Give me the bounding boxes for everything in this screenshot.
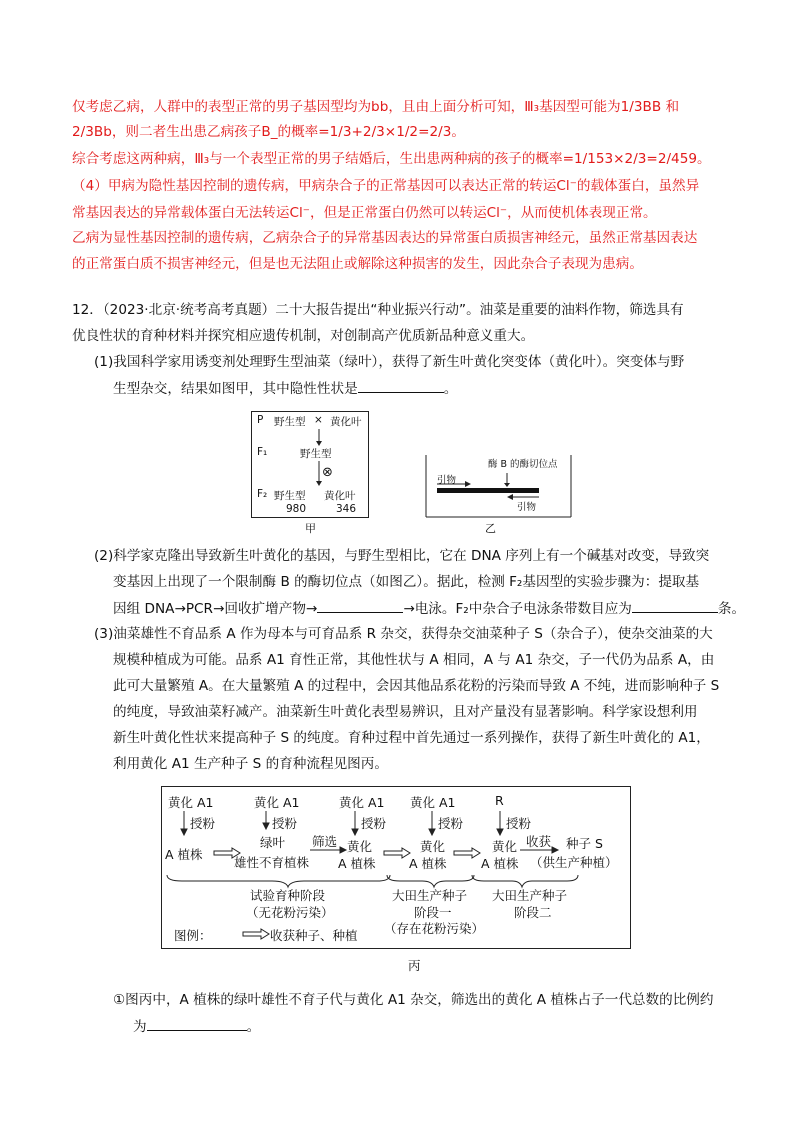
answer-line-6: 乙病为显性基因控制的遗传病，乙病杂合子的异常基因表达的异常蛋白质损害神经元，虽然正常基因表达 xyxy=(72,230,698,246)
f1-wild: 野生型 xyxy=(300,448,332,460)
bing-legend-text: 收获种子、种植 xyxy=(270,928,358,943)
bing-pollinate-2: 授粉 xyxy=(272,816,298,831)
bing-yellow-a-3: 黄化 xyxy=(492,839,518,854)
figure-jia xyxy=(251,411,369,518)
bing-pollinate-4: 授粉 xyxy=(438,816,464,831)
count-wild: 980 xyxy=(286,503,307,515)
part1-line-2-text: 生型杂交，结果如图甲，其中隐性性状是 xyxy=(113,381,358,397)
yi-primer-left: 引物 xyxy=(437,475,457,486)
bing-stage1-title: 试验育种阶段 xyxy=(250,888,326,903)
answer-line-4: （4）甲病为隐性基因控制的遗传病，甲病杂合子的正常基因可以表达正常的转运Cl⁻的载体蛋白，虽然异 xyxy=(72,178,700,194)
bing-top-1: 黄化 A1 xyxy=(168,795,214,810)
subq1-line-2-end: 。 xyxy=(246,1019,261,1035)
yi-primer-right: 引物 xyxy=(517,502,537,513)
part1-line-2 xyxy=(113,378,457,399)
bing-stage3-title: 大田生产种子 xyxy=(492,888,568,903)
f1-label: F₁ xyxy=(257,446,268,458)
bing-screen: 筛选 xyxy=(312,834,338,849)
part2-line-3 xyxy=(113,598,745,619)
bing-seed-s: 种子 S xyxy=(566,836,603,851)
count-yellow: 346 xyxy=(336,503,357,515)
bing-legend-label: 图例： xyxy=(174,928,212,943)
caption-yi: 乙 xyxy=(485,522,496,535)
bing-a-plant-2: A 植株 xyxy=(338,856,376,871)
answer-line-2: 2/3Bb，则二者生出患乙病孩子B_的概率=1/3+2/3×1/2=2/3。 xyxy=(72,124,465,140)
question-intro-1: 12．（2023·北京·统考高考真题）二十大报告提出“种业振兴行动”。油菜是重要的油料作物，筛选具有 xyxy=(72,302,684,318)
answer-blank-4[interactable] xyxy=(147,1016,247,1031)
answer-blank-1[interactable] xyxy=(358,378,444,393)
part2-line-1: (2)科学家克隆出导致新生叶黄化的基因，与野生型相比，它在 DNA 序列上有一个碱基对改变，导致突 xyxy=(94,548,710,564)
bing-pollinate-3: 授粉 xyxy=(361,816,387,831)
subq1-line-2-text: 为 xyxy=(133,1019,147,1035)
p-wild: 野生型 xyxy=(274,416,306,428)
cross-symbol: × xyxy=(314,414,323,426)
answer-blank-2[interactable] xyxy=(317,598,403,613)
part3-line-1: (3)油菜雄性不育品系 A 作为母本与可育品系 R 杂交，获得杂交油菜种子 S（杂合子），使杂交油菜的大 xyxy=(94,626,713,642)
answer-line-5: 常基因表达的异常载体蛋白无法转运Cl⁻，但是正常蛋白仍然可以转运Cl⁻，从而使机体表现正常。 xyxy=(72,205,657,221)
bing-seed-use: （供生产种植） xyxy=(530,855,618,870)
part2-line-3-a: 因组 DNA→PCR→回收扩增产物→ xyxy=(113,601,318,617)
bing-top-5: R xyxy=(495,793,504,808)
bing-male-sterile: 雄性不育植株 xyxy=(234,855,310,870)
answer-blank-3[interactable] xyxy=(632,598,718,613)
bing-harvest: 收获 xyxy=(526,834,552,849)
bing-stage3-sub: 阶段二 xyxy=(514,905,552,920)
part2-line-3-b: →电泳。F₂中杂合子电泳条带数目应为 xyxy=(403,601,632,617)
part2-line-2: 变基因上出现了一个限制酶 B 的酶切位点（如图乙）。据此，检测 F₂基因型的实验步骤为：提取基 xyxy=(113,574,700,590)
bing-stage2-note: （存在花粉污染） xyxy=(384,921,485,936)
bing-top-3: 黄化 A1 xyxy=(339,795,385,810)
bing-yellow-a-2: 黄化 xyxy=(420,839,446,854)
f2-yellow: 黄化叶 xyxy=(324,490,356,502)
part1-line-1: (1)我国科学家用诱变剂处理野生型油菜（绿叶），获得了新生叶黄化突变体（黄化叶）。突变体与野 xyxy=(94,354,685,370)
p-yellow: 黄化叶 xyxy=(330,416,362,428)
f2-wild: 野生型 xyxy=(274,490,306,502)
caption-bing: 丙 xyxy=(408,958,421,973)
answer-line-3: 综合考虑这两种病，Ⅲ₃与一个表型正常的男子结婚后，生出患两种病的孩子的概率=1/153×2/3=2/459。 xyxy=(72,151,711,167)
bing-yellow-a: 黄化 xyxy=(347,839,373,854)
answer-line-7: 的正常蛋白质不损害神经元，但是也无法阻止或解除这种损害的发生，因此杂合子表现为患病。 xyxy=(72,256,643,272)
part3-line-5: 新生叶黄化性状来提高种子 S 的纯度。育种过程中首先通过一系列操作，获得了新生叶黄化的 A1， xyxy=(113,730,710,746)
answer-line-1: 仅考虑乙病，人群中的表型正常的男子基因型均为bb，且由上面分析可知，Ⅲ₃基因型可能为1/3BB 和 xyxy=(72,99,680,115)
bing-stage2-sub: 阶段一 xyxy=(414,905,452,920)
caption-jia: 甲 xyxy=(305,522,316,535)
bing-pollinate-5: 授粉 xyxy=(506,816,532,831)
p-label: P xyxy=(257,414,264,426)
part2-line-3-c: 条。 xyxy=(717,601,746,617)
bing-stage2-title: 大田生产种子 xyxy=(392,888,468,903)
figure-bing xyxy=(161,786,631,949)
self-cross-symbol: ⊗ xyxy=(322,465,333,480)
yi-site-label: 酶 B 的酶切位点 xyxy=(488,459,558,470)
part3-line-2: 规模种植成为可能。品系 A1 育性正常，其他性状与 A 相同，A 与 A1 杂交，子一代仍为品系 A，由 xyxy=(113,652,715,668)
bing-a-plant-4: A 植株 xyxy=(481,856,519,871)
part3-line-3: 此可大量繁殖 A。在大量繁殖 A 的过程中，会因其他品系花粉的污染而导致 A 不纯，进而影响种子 S xyxy=(113,678,720,694)
subq1-line-1: ①图丙中，A 植株的绿叶雄性不育子代与黄化 A1 杂交，筛选出的黄化 A 植株占子一代总数的比例约 xyxy=(113,992,714,1008)
part3-line-6: 利用黄化 A1 生产种子 S 的育种流程见图丙。 xyxy=(113,756,388,772)
f2-label: F₂ xyxy=(257,488,268,500)
part3-line-4: 的纯度，导致油菜籽减产。油菜新生叶黄化表型易辨识，且对产量没有显著影响。科学家设想利用 xyxy=(113,704,698,720)
part1-line-2-end: 。 xyxy=(443,381,458,397)
bing-pollinate-1: 授粉 xyxy=(190,816,216,831)
bing-a-plant: A 植株 xyxy=(165,847,203,862)
bing-stage1-note: （无花粉污染） xyxy=(246,905,334,920)
bing-top-2: 黄化 A1 xyxy=(254,795,300,810)
subq1-line-2 xyxy=(133,1016,260,1037)
question-intro-2: 优良性状的育种材料并探究相应遗传机制，对创制高产优质新品种意义重大。 xyxy=(72,328,535,344)
bing-top-4: 黄化 A1 xyxy=(410,795,456,810)
bing-green-leaf: 绿叶 xyxy=(260,835,286,850)
bing-a-plant-3: A 植株 xyxy=(409,856,447,871)
